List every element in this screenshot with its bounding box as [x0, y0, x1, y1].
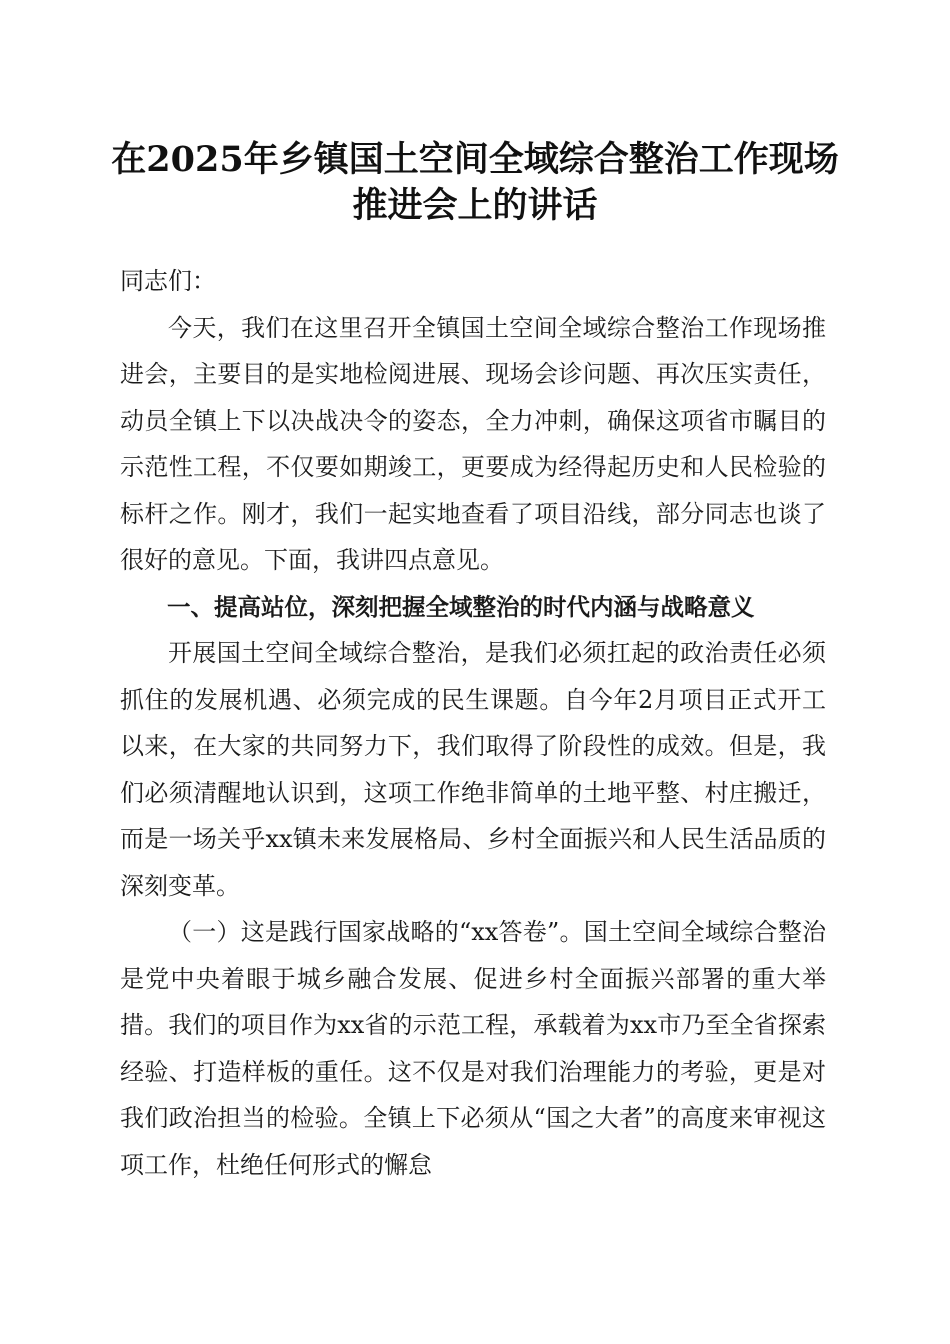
- document-title: 在2025年乡镇国土空间全域综合整治工作现场推进会上的讲话: [111, 139, 839, 226]
- section-1-paragraph: 开展国土空间全域综合整治，是我们必须扛起的政治责任必须抓住的发展机遇、必须完成的民生课题。自今年2月项目正式开工以来，在大家的共同努力下，我们取得了阶段性的成效。但是，我们必须清醒地认识到，这项工作绝非简单的土地平整、村庄搬迁，而是一场关乎xx镇未来发展格局、乡村全面振兴和人民生活品质的深刻变革。: [120, 639, 826, 900]
- document-body: [120, 258, 826, 1188]
- opening-paragraph: 今天，我们在这里召开全镇国土空间全域综合整治工作现场推进会，主要目的是实地检阅进展、现场会诊问题、再次压实责任，动员全镇上下以决战决令的姿态，全力冲刺，确保这项省市瞩目的示范性工程，不仅要如期竣工，更要成为经得起历史和人民检验的标杆之作。刚才，我们一起实地查看了项目沿线，部分同志也谈了很好的意见。下面，我讲四点意见。: [120, 313, 826, 574]
- subsection-1-paragraph: （一）这是践行国家战略的“xx答卷”。国土空间全域综合整治是党中央着眼于城乡融合发展、促进乡村全面振兴部署的重大举措。我们的项目作为xx省的示范工程，承载着为xx市乃至全省探索经验、打造样板的重任。这不仅是对我们治理能力的考验，更是对我们政治担当的检验。全镇上下必须从“国之大者”的高度来审视这项工作，杜绝任何形式的懈怠: [120, 918, 826, 1179]
- section-heading-1: 一、提高站位，深刻把握全域整治的时代内涵与战略意义: [167, 592, 755, 621]
- salutation: 同志们：: [120, 267, 216, 295]
